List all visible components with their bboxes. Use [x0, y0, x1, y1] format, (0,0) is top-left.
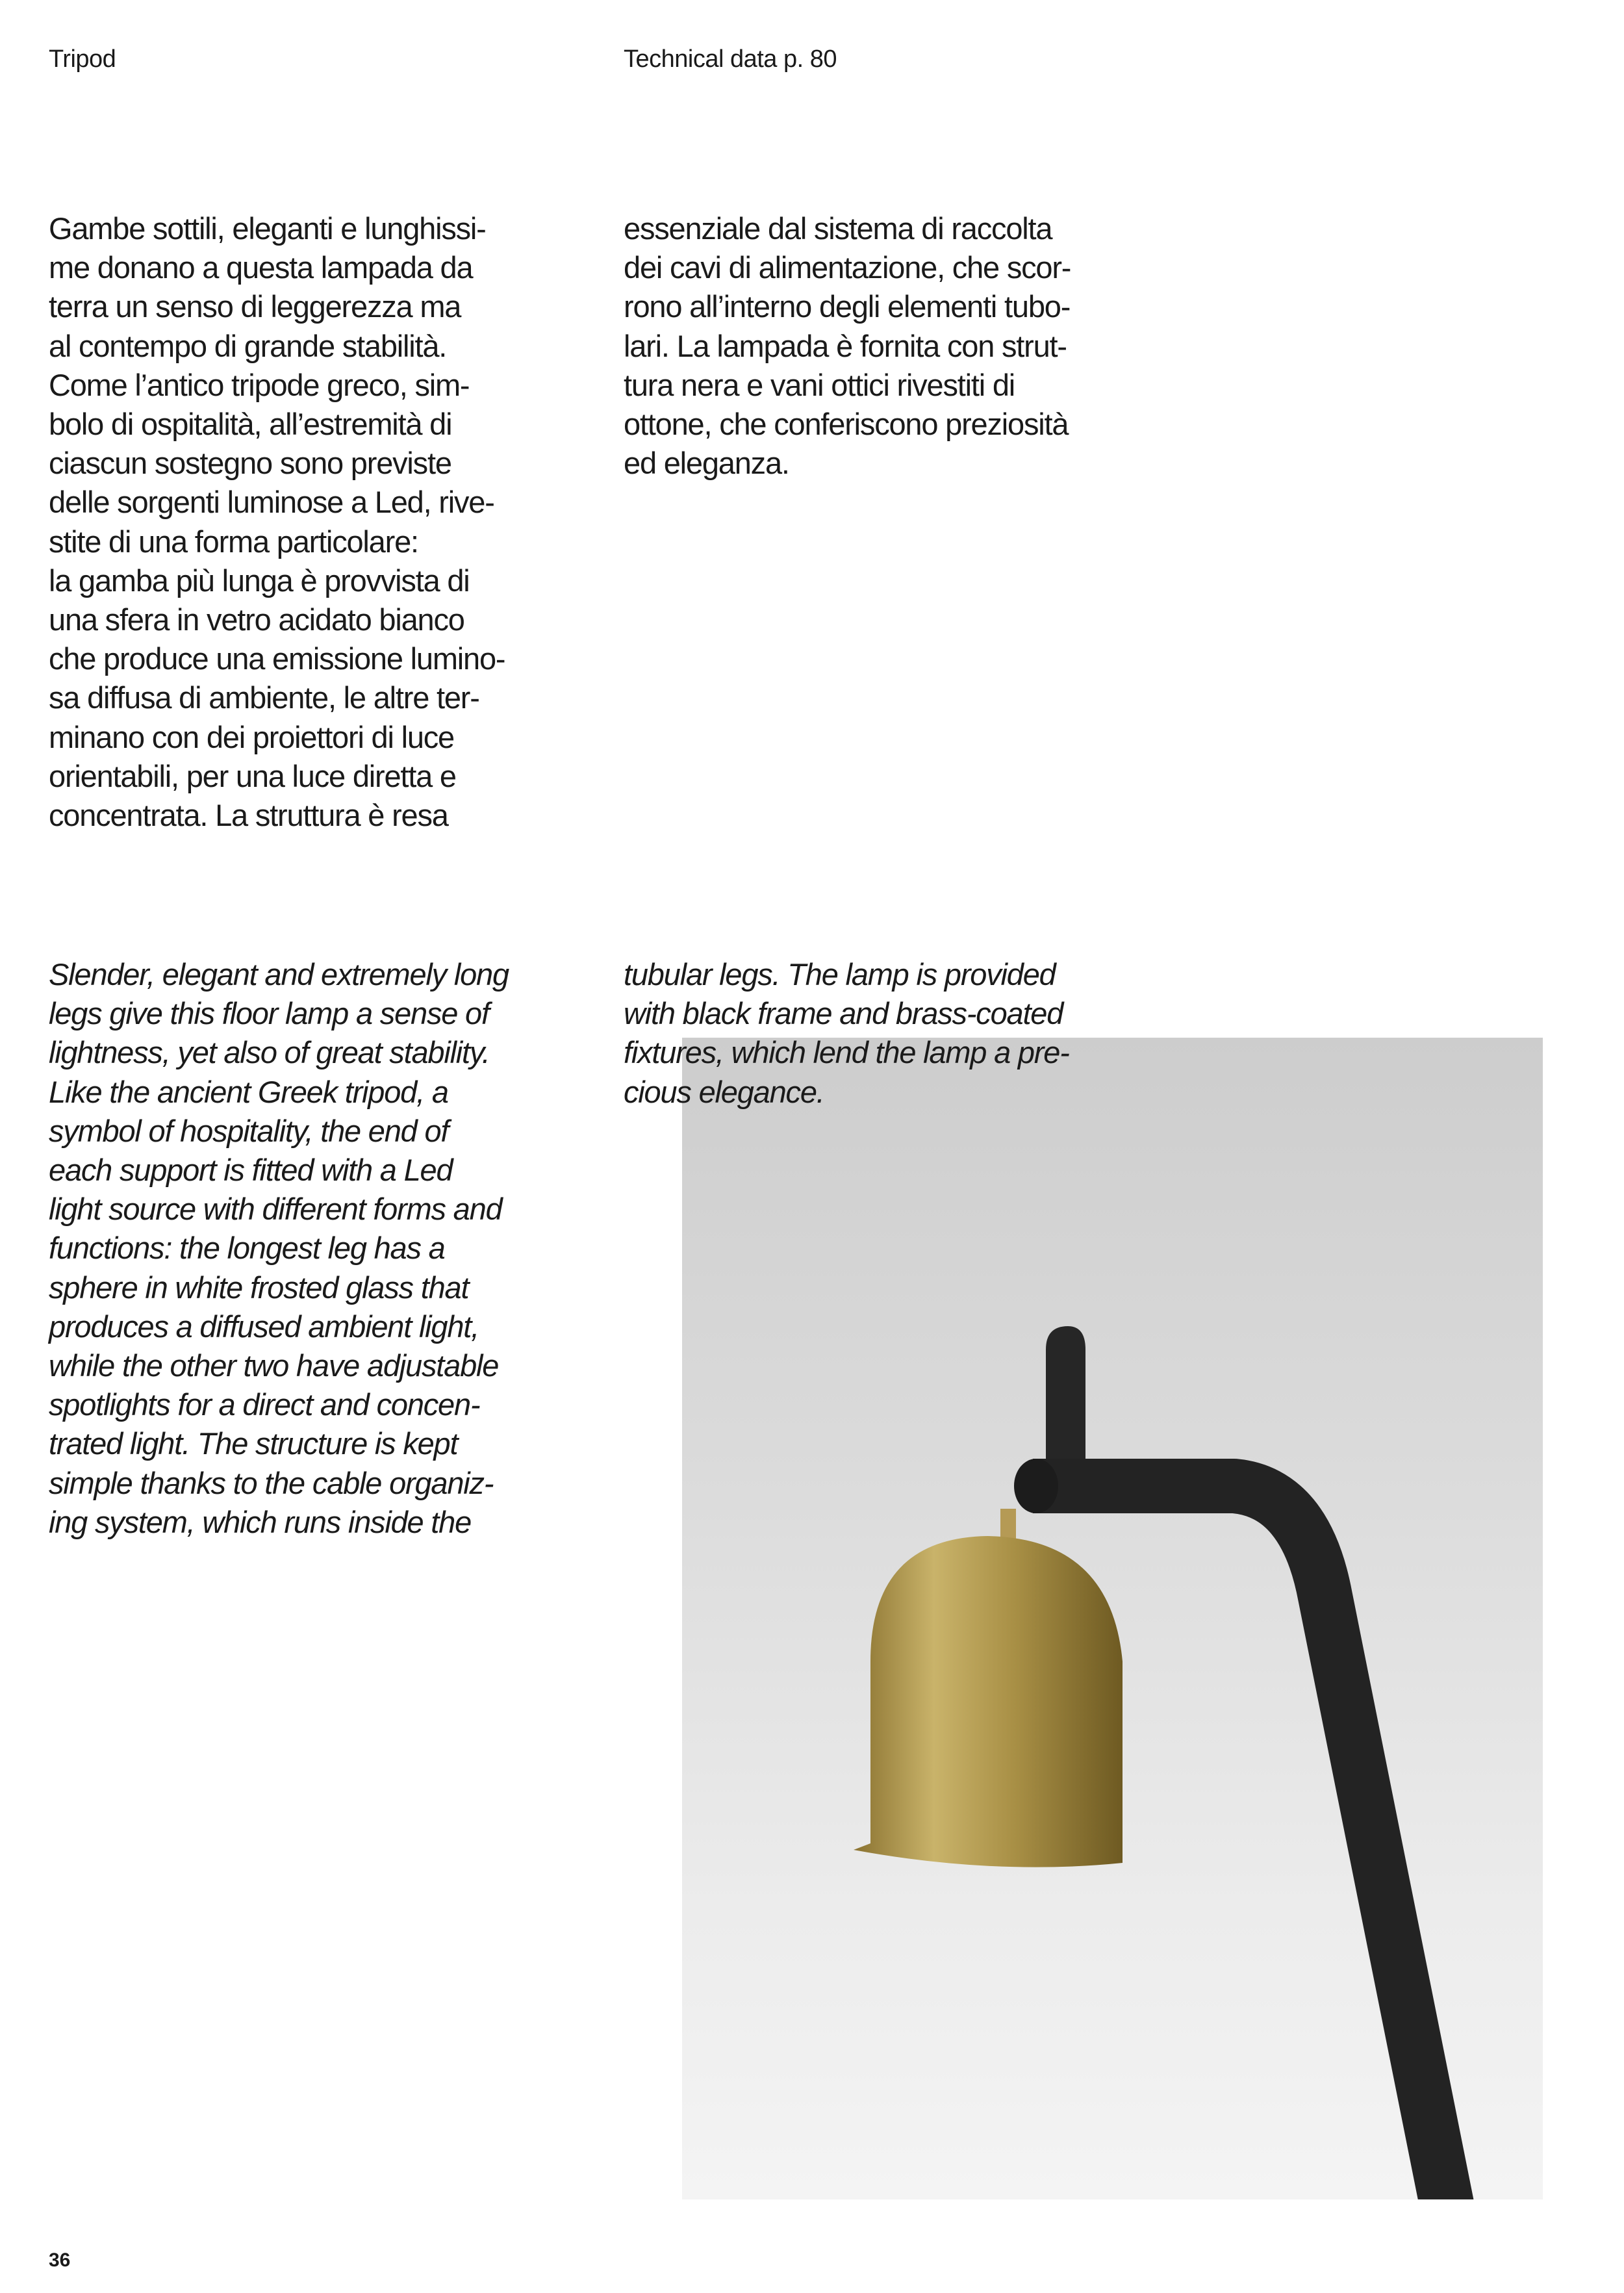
text-line: che produce una emissione lumino- [49, 641, 505, 676]
lamp-shade-joint [1000, 1509, 1016, 1541]
text-line: Slender, elegant and extremely long [49, 957, 509, 992]
text-line: with black frame and brass-coated [624, 996, 1063, 1031]
text-line: al contempo di grande stabilità. [49, 328, 447, 363]
english-text-column-1 [49, 955, 509, 1542]
lamp-illustration [682, 1038, 1543, 2199]
page-number: 36 [49, 2249, 71, 2271]
product-photo-tripod-lamp [682, 1038, 1543, 2199]
lamp-arm-cap [1014, 1459, 1058, 1513]
text-line: cious elegance. [624, 1074, 824, 1109]
italian-text-column-2 [624, 209, 1071, 483]
text-line: produces a diffused ambient light, [49, 1309, 479, 1344]
italian-text-column-1 [49, 209, 505, 835]
text-line: essenziale dal sistema di raccolta [624, 211, 1052, 246]
text-line: ottone, che conferiscono preziosità [624, 407, 1069, 442]
text-line: simple thanks to the cable organiz- [49, 1465, 494, 1500]
text-line: Come l’antico tripode greco, sim- [49, 367, 470, 402]
text-line: la gamba più lunga è provvista di [49, 563, 470, 598]
text-line: orientabili, per una luce diretta e [49, 758, 456, 793]
text-line: ing system, which runs inside the [49, 1504, 472, 1539]
text-line: lari. La lampada è fornita con strut- [624, 328, 1067, 363]
product-title: Tripod [49, 45, 116, 73]
brass-shade [854, 1536, 1123, 1867]
technical-data-reference: Technical data p. 80 [624, 45, 837, 73]
text-line: lightness, yet also of great stability. [49, 1035, 490, 1070]
text-line: functions: the longest leg has a [49, 1231, 445, 1266]
text-line: legs give this floor lamp a sense of [49, 996, 489, 1031]
text-line: me donano a questa lampada da [49, 250, 473, 285]
text-line: spotlights for a direct and concen- [49, 1387, 480, 1422]
text-line: trated light. The structure is kept [49, 1426, 458, 1461]
text-line: fixtures, which lend the lamp a pre- [624, 1035, 1069, 1070]
text-line: rono all’interno degli elementi tubo- [624, 289, 1071, 324]
text-line: light source with different forms and [49, 1192, 502, 1227]
text-line: terra un senso di leggerezza ma [49, 289, 461, 324]
text-line: Like the ancient Greek tripod, a [49, 1074, 448, 1109]
text-line: una sfera in vetro acidato bianco [49, 602, 464, 637]
text-line: tubular legs. The lamp is provided [624, 957, 1056, 992]
text-line: each support is fitted with a Led [49, 1153, 453, 1188]
text-line: delle sorgenti luminose a Led, rive- [49, 485, 494, 520]
text-line: sphere in white frosted glass that [49, 1270, 469, 1305]
text-line: sa diffusa di ambiente, le altre ter- [49, 680, 479, 715]
text-line: minano con dei proiettori di luce [49, 719, 454, 754]
text-line: concentrata. La struttura è resa [49, 798, 448, 833]
text-line: stite di una forma particolare: [49, 524, 418, 559]
text-line: ciascun sostegno sono previste [49, 446, 451, 481]
text-line: bolo di ospitalità, all’estremità di [49, 407, 452, 442]
text-line: while the other two have adjustable [49, 1348, 499, 1383]
text-line: tura nera e vani ottici rivestiti di [624, 367, 1015, 402]
english-text-column-2 [624, 955, 1069, 1112]
text-line: symbol of hospitality, the end of [49, 1113, 449, 1148]
text-line: ed eleganza. [624, 446, 789, 481]
text-line: Gambe sottili, eleganti e lunghissi- [49, 211, 486, 246]
text-line: dei cavi di alimentazione, che scor- [624, 250, 1071, 285]
